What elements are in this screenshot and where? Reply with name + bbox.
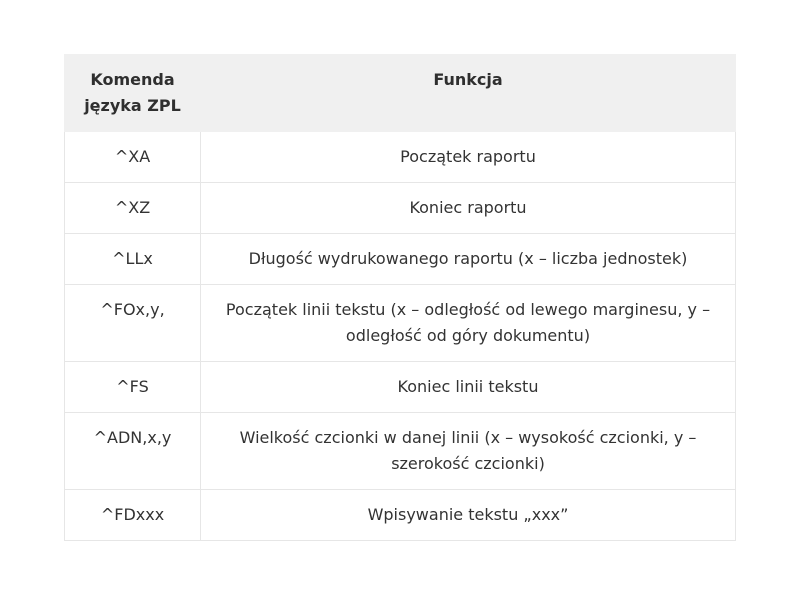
table-row (65, 132, 736, 183)
header-function: Funkcja (201, 55, 736, 132)
header-command: Komenda języka ZPL (65, 55, 201, 132)
zpl-commands-table (64, 54, 736, 541)
table-row (65, 413, 736, 490)
command-cell: ^FDxxx (65, 490, 201, 541)
function-cell: Wpisywanie tekstu „xxx” (201, 490, 736, 541)
table-row (65, 285, 736, 362)
table-body (65, 132, 736, 541)
command-cell: ^FOx,y, (65, 285, 201, 362)
command-cell: ^FS (65, 362, 201, 413)
command-cell: ^XA (65, 132, 201, 183)
function-cell: Wielkość czcionki w danej linii (x – wysokość czcionki, y – szerokość czcionki) (201, 413, 736, 490)
table-row (65, 362, 736, 413)
command-cell: ^ADN,x,y (65, 413, 201, 490)
function-cell: Początek raportu (201, 132, 736, 183)
function-cell: Początek linii tekstu (x – odległość od lewego marginesu, y – odległość od góry dokumentu) (201, 285, 736, 362)
table-row (65, 183, 736, 234)
table-header (65, 55, 736, 132)
function-cell: Długość wydrukowanego raportu (x – liczba jednostek) (201, 234, 736, 285)
command-cell: ^XZ (65, 183, 201, 234)
function-cell: Koniec raportu (201, 183, 736, 234)
header-row (65, 55, 736, 132)
function-cell: Koniec linii tekstu (201, 362, 736, 413)
command-cell: ^LLx (65, 234, 201, 285)
table-row (65, 490, 736, 541)
table-row (65, 234, 736, 285)
